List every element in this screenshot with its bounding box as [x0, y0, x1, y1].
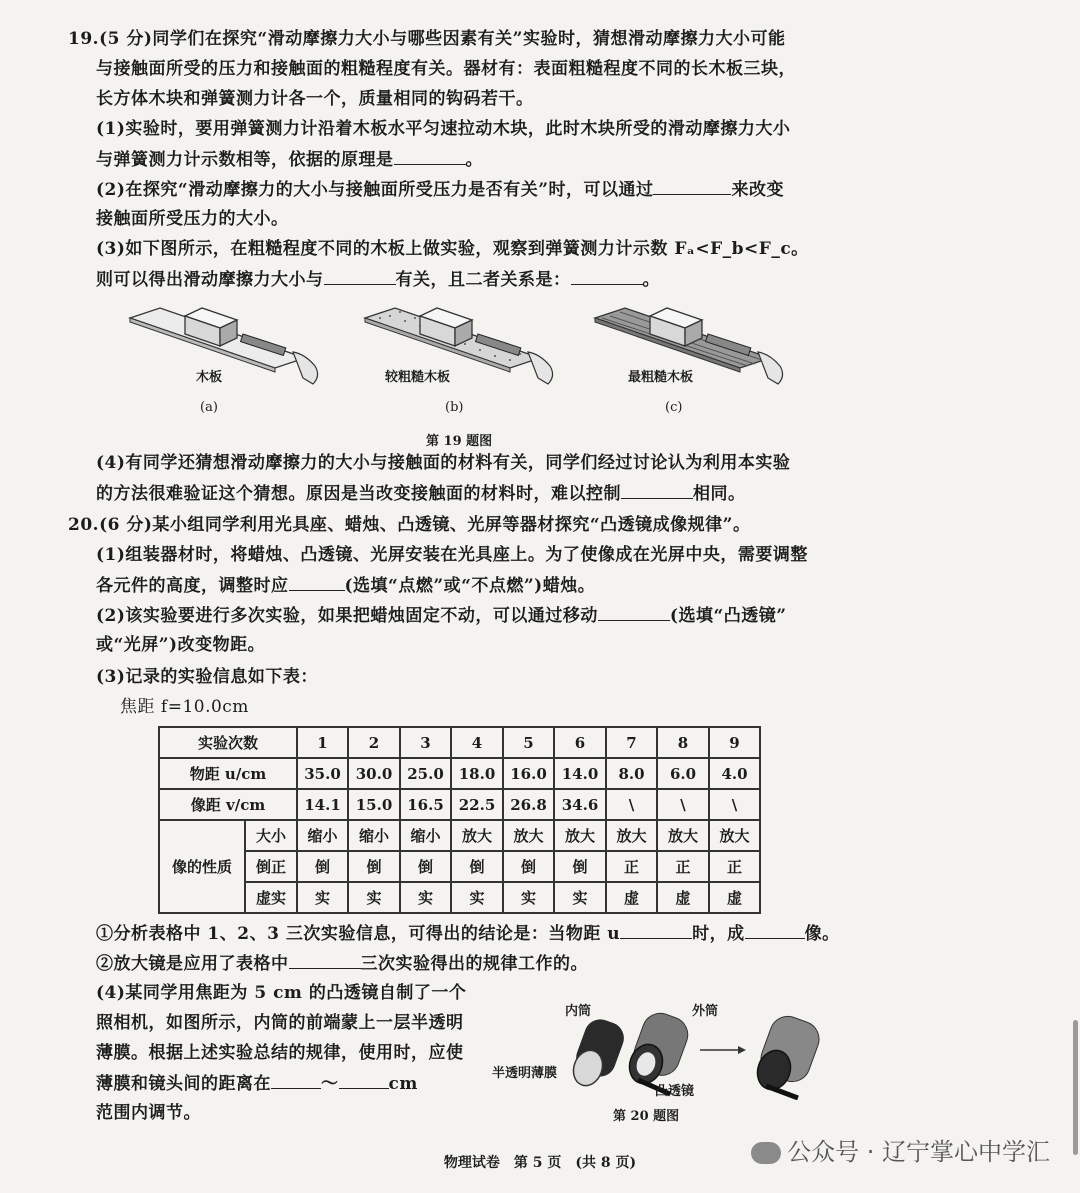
count-cell: 4 — [451, 727, 503, 758]
table-row-v — [159, 789, 760, 820]
count-cell: 7 — [606, 727, 657, 758]
q19-line-1: 19.(5 分)同学们在探究“滑动摩擦力大小与哪些因素有关”实验时，猜想滑动摩擦力大小可能 — [68, 29, 786, 49]
answer-blank — [324, 268, 396, 285]
size-cell: 缩小 — [400, 820, 451, 851]
header-count: 实验次数 — [159, 727, 297, 758]
table-row-orientation — [159, 851, 760, 882]
header-v: 像距 v/cm — [159, 789, 297, 820]
focal-length-label: 焦距 f=10.0cm — [120, 697, 249, 717]
answer-blank — [621, 482, 693, 499]
q20-part4-line-3: 薄膜。根据上述实验总结的规律，使用时，应使 — [96, 1043, 464, 1063]
header-real-virtual: 虚实 — [245, 882, 297, 913]
orient-cell: 正 — [606, 851, 657, 882]
fig19-sub-a: (a) — [200, 400, 218, 415]
u-cell: 6.0 — [657, 758, 709, 789]
orient-cell: 正 — [657, 851, 709, 882]
v-cell: 22.5 — [451, 789, 503, 820]
size-cell: 放大 — [657, 820, 709, 851]
answer-blank — [620, 922, 692, 939]
real-cell: 虚 — [709, 882, 760, 913]
answer-blank — [289, 952, 361, 969]
orient-cell: 正 — [709, 851, 760, 882]
real-cell: 实 — [400, 882, 451, 913]
fig20-label-lens: 凸透镜 — [655, 1084, 695, 1099]
q20-part2-line-1: (2)该实验要进行多次实验，如果把蜡烛固定不动，可以通过移动 (选填“凸透镜” — [96, 606, 787, 626]
q20-analysis-2: ②放大镜是应用了表格中 三次实验得出的规律工作的。 — [96, 954, 588, 974]
fig19-label-b: 较粗糙木板 — [385, 370, 451, 385]
u-cell: 25.0 — [400, 758, 451, 789]
size-cell: 放大 — [451, 820, 503, 851]
real-cell: 虚 — [606, 882, 657, 913]
fig19-label-c: 最粗糙木板 — [628, 370, 694, 385]
q20-part1-line-2: 各元件的高度，调整时应 (选填“点燃”或“不点燃”)蜡烛。 — [96, 576, 596, 596]
answer-blank — [598, 604, 670, 621]
q19-part2-line-2: 接触面所受压力的大小。 — [96, 209, 289, 229]
u-cell: 14.0 — [554, 758, 606, 789]
q20-part1-line-1: (1)组装器材时，将蜡烛、凸透镜、光屏安装在光具座上。为了使像成在光屏中央，需要调整 — [96, 545, 808, 565]
fig19-sub-b: (b) — [445, 400, 464, 415]
assembled-camera-illustration — [752, 1011, 824, 1098]
u-cell: 30.0 — [348, 758, 400, 789]
v-cell: 14.1 — [297, 789, 348, 820]
q19-part4-line-2: 的方法很难验证这个猜想。原因是当改变接触面的材料时，难以控制 相同。 — [96, 484, 746, 504]
size-cell: 放大 — [709, 820, 760, 851]
real-cell: 实 — [297, 882, 348, 913]
fig20-label-outer: 外筒 — [692, 1004, 719, 1019]
orient-cell: 倒 — [400, 851, 451, 882]
lens-data-table — [158, 726, 761, 914]
q19-part3-line-2: 则可以得出滑动摩擦力大小与 有关，且二者关系是： 。 — [96, 270, 660, 290]
size-cell: 缩小 — [348, 820, 400, 851]
orient-cell: 倒 — [297, 851, 348, 882]
page-footer: 物理试卷 第 5 页 (共 8 页) — [443, 1155, 637, 1171]
count-cell: 2 — [348, 727, 400, 758]
scrollbar[interactable] — [1073, 1020, 1078, 1155]
table-row-count — [159, 727, 760, 758]
count-cell: 9 — [709, 727, 760, 758]
real-cell: 实 — [503, 882, 554, 913]
q20-analysis-1: ①分析表格中 1、2、3 三次实验信息，可得出的结论是：当物距 u 时，成 像。 — [96, 924, 840, 944]
u-cell: 8.0 — [606, 758, 657, 789]
q20-line-1: 20.(6 分)某小组同学利用光具座、蜡烛、凸透镜、光屏等器材探究“凸透镜成像规律”。 — [68, 515, 751, 535]
u-cell: 35.0 — [297, 758, 348, 789]
answer-blank — [571, 268, 643, 285]
table-row-size — [159, 820, 760, 851]
v-cell: 26.8 — [503, 789, 554, 820]
v-cell: \ — [657, 789, 709, 820]
count-cell: 3 — [400, 727, 451, 758]
fig20-label-inner: 内筒 — [565, 1004, 592, 1019]
camera-figure — [560, 1010, 840, 1100]
q19-line-2: 与接触面所受的压力和接触面的粗糙程度有关。器材有：表面粗糙程度不同的长木板三块， — [96, 59, 796, 79]
real-cell: 实 — [451, 882, 503, 913]
answer-blank — [745, 922, 805, 939]
orient-cell: 倒 — [348, 851, 400, 882]
q19-part2-line-1: (2)在探究“滑动摩擦力的大小与接触面所受压力是否有关”时，可以通过 来改变 — [96, 180, 784, 200]
friction-experiment-figure — [125, 296, 845, 396]
size-cell: 放大 — [606, 820, 657, 851]
answer-blank — [653, 178, 731, 195]
count-cell: 8 — [657, 727, 709, 758]
orient-cell: 倒 — [451, 851, 503, 882]
fig19-label-a: 木板 — [196, 370, 223, 385]
v-cell: \ — [606, 789, 657, 820]
table-row-real — [159, 882, 760, 913]
fig19-sub-c: (c) — [665, 400, 683, 415]
count-cell: 1 — [297, 727, 348, 758]
orient-cell: 倒 — [554, 851, 606, 882]
size-cell: 放大 — [503, 820, 554, 851]
size-cell: 放大 — [554, 820, 606, 851]
orient-cell: 倒 — [503, 851, 554, 882]
count-cell: 5 — [503, 727, 554, 758]
fig20-caption: 第 20 题图 — [613, 1109, 680, 1124]
u-cell: 18.0 — [451, 758, 503, 789]
answer-blank — [339, 1072, 389, 1089]
answer-blank — [289, 574, 345, 591]
answer-blank — [271, 1072, 321, 1089]
board-a-illustration — [130, 308, 318, 384]
q20-part2-line-2: 或“光屏”)改变物距。 — [96, 635, 266, 655]
size-cell: 缩小 — [297, 820, 348, 851]
fig19-caption: 第 19 题图 — [426, 434, 493, 449]
q20-part4-line-5: 范围内调节。 — [96, 1103, 201, 1123]
q20-part4-line-2: 照相机，如图所示，内筒的前端蒙上一层半透明 — [96, 1013, 464, 1033]
q20-part4-line-1: (4)某同学用焦距为 5 cm 的凸透镜自制了一个 — [96, 983, 467, 1003]
q19-part1-line-2: 与弹簧测力计示数相等，依据的原理是 。 — [96, 150, 483, 170]
watermark: 公众号 · 辽宁掌心中学汇 — [751, 1132, 1050, 1167]
u-cell: 16.0 — [503, 758, 554, 789]
v-cell: 34.6 — [554, 789, 606, 820]
arrow-icon — [700, 1046, 746, 1054]
v-cell: 16.5 — [400, 789, 451, 820]
q19-part1-line-1: (1)实验时，要用弹簧测力计沿着木板水平匀速拉动木块，此时木块所受的滑动摩擦力大小 — [96, 119, 791, 139]
q19-part3-line-1: (3)如下图所示，在粗糙程度不同的木板上做实验，观察到弹簧测力计示数 Fₐ<F_b<F_c。 — [96, 239, 809, 259]
real-cell: 虚 — [657, 882, 709, 913]
q19-line-3: 长方体木块和弹簧测力计各一个，质量相同的钩码若干。 — [96, 89, 534, 109]
fig20-label-film: 半透明薄膜 — [492, 1066, 558, 1081]
inner-tube-illustration — [569, 1015, 629, 1090]
header-image-properties: 像的性质 — [159, 820, 245, 913]
real-cell: 实 — [348, 882, 400, 913]
answer-blank — [394, 148, 466, 165]
v-cell: 15.0 — [348, 789, 400, 820]
header-size: 大小 — [245, 820, 297, 851]
q20-part3-line: (3)记录的实验信息如下表： — [96, 667, 318, 687]
q20-part4-line-4: 薄膜和镜头间的距离在 ～ cm — [96, 1074, 418, 1094]
count-cell: 6 — [554, 727, 606, 758]
header-u: 物距 u/cm — [159, 758, 297, 789]
header-orientation: 倒正 — [245, 851, 297, 882]
real-cell: 实 — [554, 882, 606, 913]
u-cell: 4.0 — [709, 758, 760, 789]
v-cell: \ — [709, 789, 760, 820]
q19-part4-line-1: (4)有同学还猜想滑动摩擦力的大小与接触面的材料有关，同学们经过讨论认为利用本实验 — [96, 453, 791, 473]
table-row-u — [159, 758, 760, 789]
